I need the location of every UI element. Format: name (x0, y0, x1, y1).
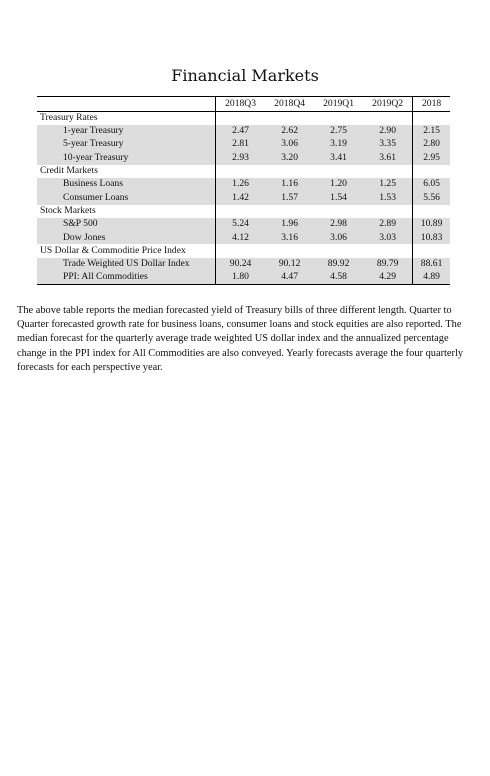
column-header: 2018 (413, 97, 450, 112)
value-cell: 10.89 (413, 218, 450, 231)
value-cell: 3.35 (363, 138, 413, 151)
empty-cell (363, 244, 413, 257)
value-cell: 90.24 (216, 258, 266, 271)
page-title: Financial Markets (171, 66, 319, 85)
empty-cell (314, 244, 363, 257)
section-title: US Dollar & Commoditie Price Index (37, 244, 216, 257)
table-row (37, 125, 450, 138)
table-row (37, 231, 450, 244)
table-row (37, 218, 450, 231)
value-cell: 3.03 (363, 231, 413, 244)
section-header-row (37, 205, 450, 218)
value-cell: 2.93 (216, 151, 266, 164)
value-cell: 3.06 (314, 231, 363, 244)
value-cell: 4.12 (216, 231, 266, 244)
empty-cell (363, 112, 413, 125)
empty-cell (265, 112, 314, 125)
section-title: Treasury Rates (37, 112, 216, 125)
value-cell: 2.62 (265, 125, 314, 138)
value-cell: 3.61 (363, 151, 413, 164)
section-title: Credit Markets (37, 165, 216, 178)
row-label: PPI: All Commodities (37, 271, 216, 284)
table-row (37, 151, 450, 164)
value-cell: 2.75 (314, 125, 363, 138)
empty-cell (314, 205, 363, 218)
value-cell: 2.95 (413, 151, 450, 164)
value-cell: 4.29 (363, 271, 413, 284)
value-cell: 1.96 (265, 218, 314, 231)
table-row (37, 191, 450, 204)
empty-cell (413, 244, 450, 257)
row-label: Trade Weighted US Dollar Index (37, 258, 216, 271)
empty-cell (413, 165, 450, 178)
row-label: 10-year Treasury (37, 151, 216, 164)
value-cell: 1.26 (216, 178, 266, 191)
value-cell: 3.16 (265, 231, 314, 244)
value-cell: 2.90 (363, 125, 413, 138)
row-label: Business Loans (37, 178, 216, 191)
value-cell: 2.98 (314, 218, 363, 231)
empty-cell (363, 165, 413, 178)
value-cell: 1.42 (216, 191, 266, 204)
empty-cell (216, 205, 266, 218)
value-cell: 3.19 (314, 138, 363, 151)
row-label: Dow Jones (37, 231, 216, 244)
value-cell: 1.54 (314, 191, 363, 204)
value-cell: 6.05 (413, 178, 450, 191)
value-cell: 3.20 (265, 151, 314, 164)
value-cell: 2.47 (216, 125, 266, 138)
value-cell: 89.79 (363, 258, 413, 271)
table-row (37, 178, 450, 191)
section-title: Stock Markets (37, 205, 216, 218)
value-cell: 2.80 (413, 138, 450, 151)
value-cell: 5.56 (413, 191, 450, 204)
value-cell: 1.57 (265, 191, 314, 204)
empty-cell (216, 165, 266, 178)
value-cell: 2.81 (216, 138, 266, 151)
value-cell: 4.58 (314, 271, 363, 284)
header-label-cell (37, 97, 216, 112)
value-cell: 1.80 (216, 271, 266, 284)
value-cell: 88.61 (413, 258, 450, 271)
empty-cell (363, 205, 413, 218)
section-header-row (37, 165, 450, 178)
empty-cell (216, 244, 266, 257)
empty-cell (314, 165, 363, 178)
value-cell: 3.41 (314, 151, 363, 164)
section-header-row (37, 112, 450, 125)
value-cell: 1.25 (363, 178, 413, 191)
table-row (37, 258, 450, 271)
empty-cell (265, 244, 314, 257)
empty-cell (265, 205, 314, 218)
empty-cell (314, 112, 363, 125)
table-header-row (37, 97, 450, 112)
empty-cell (216, 112, 266, 125)
value-cell: 3.06 (265, 138, 314, 151)
table-caption: The above table reports the median forecasted yield of Treasury bills of three different length. Quarter to Quarter forecasted growth rate for business loans, consumer loans and stock equities are also reported. The median forecast for the quarterly average trade weighted US dollar index and the annualized percentage change in the PPI index for All Commodities are also conveyed. Yearly forecasts average the four quarterly forecasts for each perspective year. (17, 305, 464, 373)
value-cell: 90.12 (265, 258, 314, 271)
row-label: 5-year Treasury (37, 138, 216, 151)
value-cell: 1.20 (314, 178, 363, 191)
empty-cell (413, 205, 450, 218)
column-header: 2018Q3 (216, 97, 266, 112)
value-cell: 5.24 (216, 218, 266, 231)
value-cell: 10.83 (413, 231, 450, 244)
column-header: 2019Q2 (363, 97, 413, 112)
value-cell: 2.89 (363, 218, 413, 231)
column-header: 2018Q4 (265, 97, 314, 112)
empty-cell (413, 112, 450, 125)
row-label: S&P 500 (37, 218, 216, 231)
table-row (37, 138, 450, 151)
table-body (37, 112, 450, 285)
row-label: Consumer Loans (37, 191, 216, 204)
table-row (37, 271, 450, 284)
value-cell: 1.16 (265, 178, 314, 191)
value-cell: 4.47 (265, 271, 314, 284)
value-cell: 89.92 (314, 258, 363, 271)
row-label: 1-year Treasury (37, 125, 216, 138)
value-cell: 2.15 (413, 125, 450, 138)
value-cell: 4.89 (413, 271, 450, 284)
empty-cell (265, 165, 314, 178)
financial-markets-table (37, 96, 450, 285)
column-header: 2019Q1 (314, 97, 363, 112)
value-cell: 1.53 (363, 191, 413, 204)
section-header-row (37, 244, 450, 257)
